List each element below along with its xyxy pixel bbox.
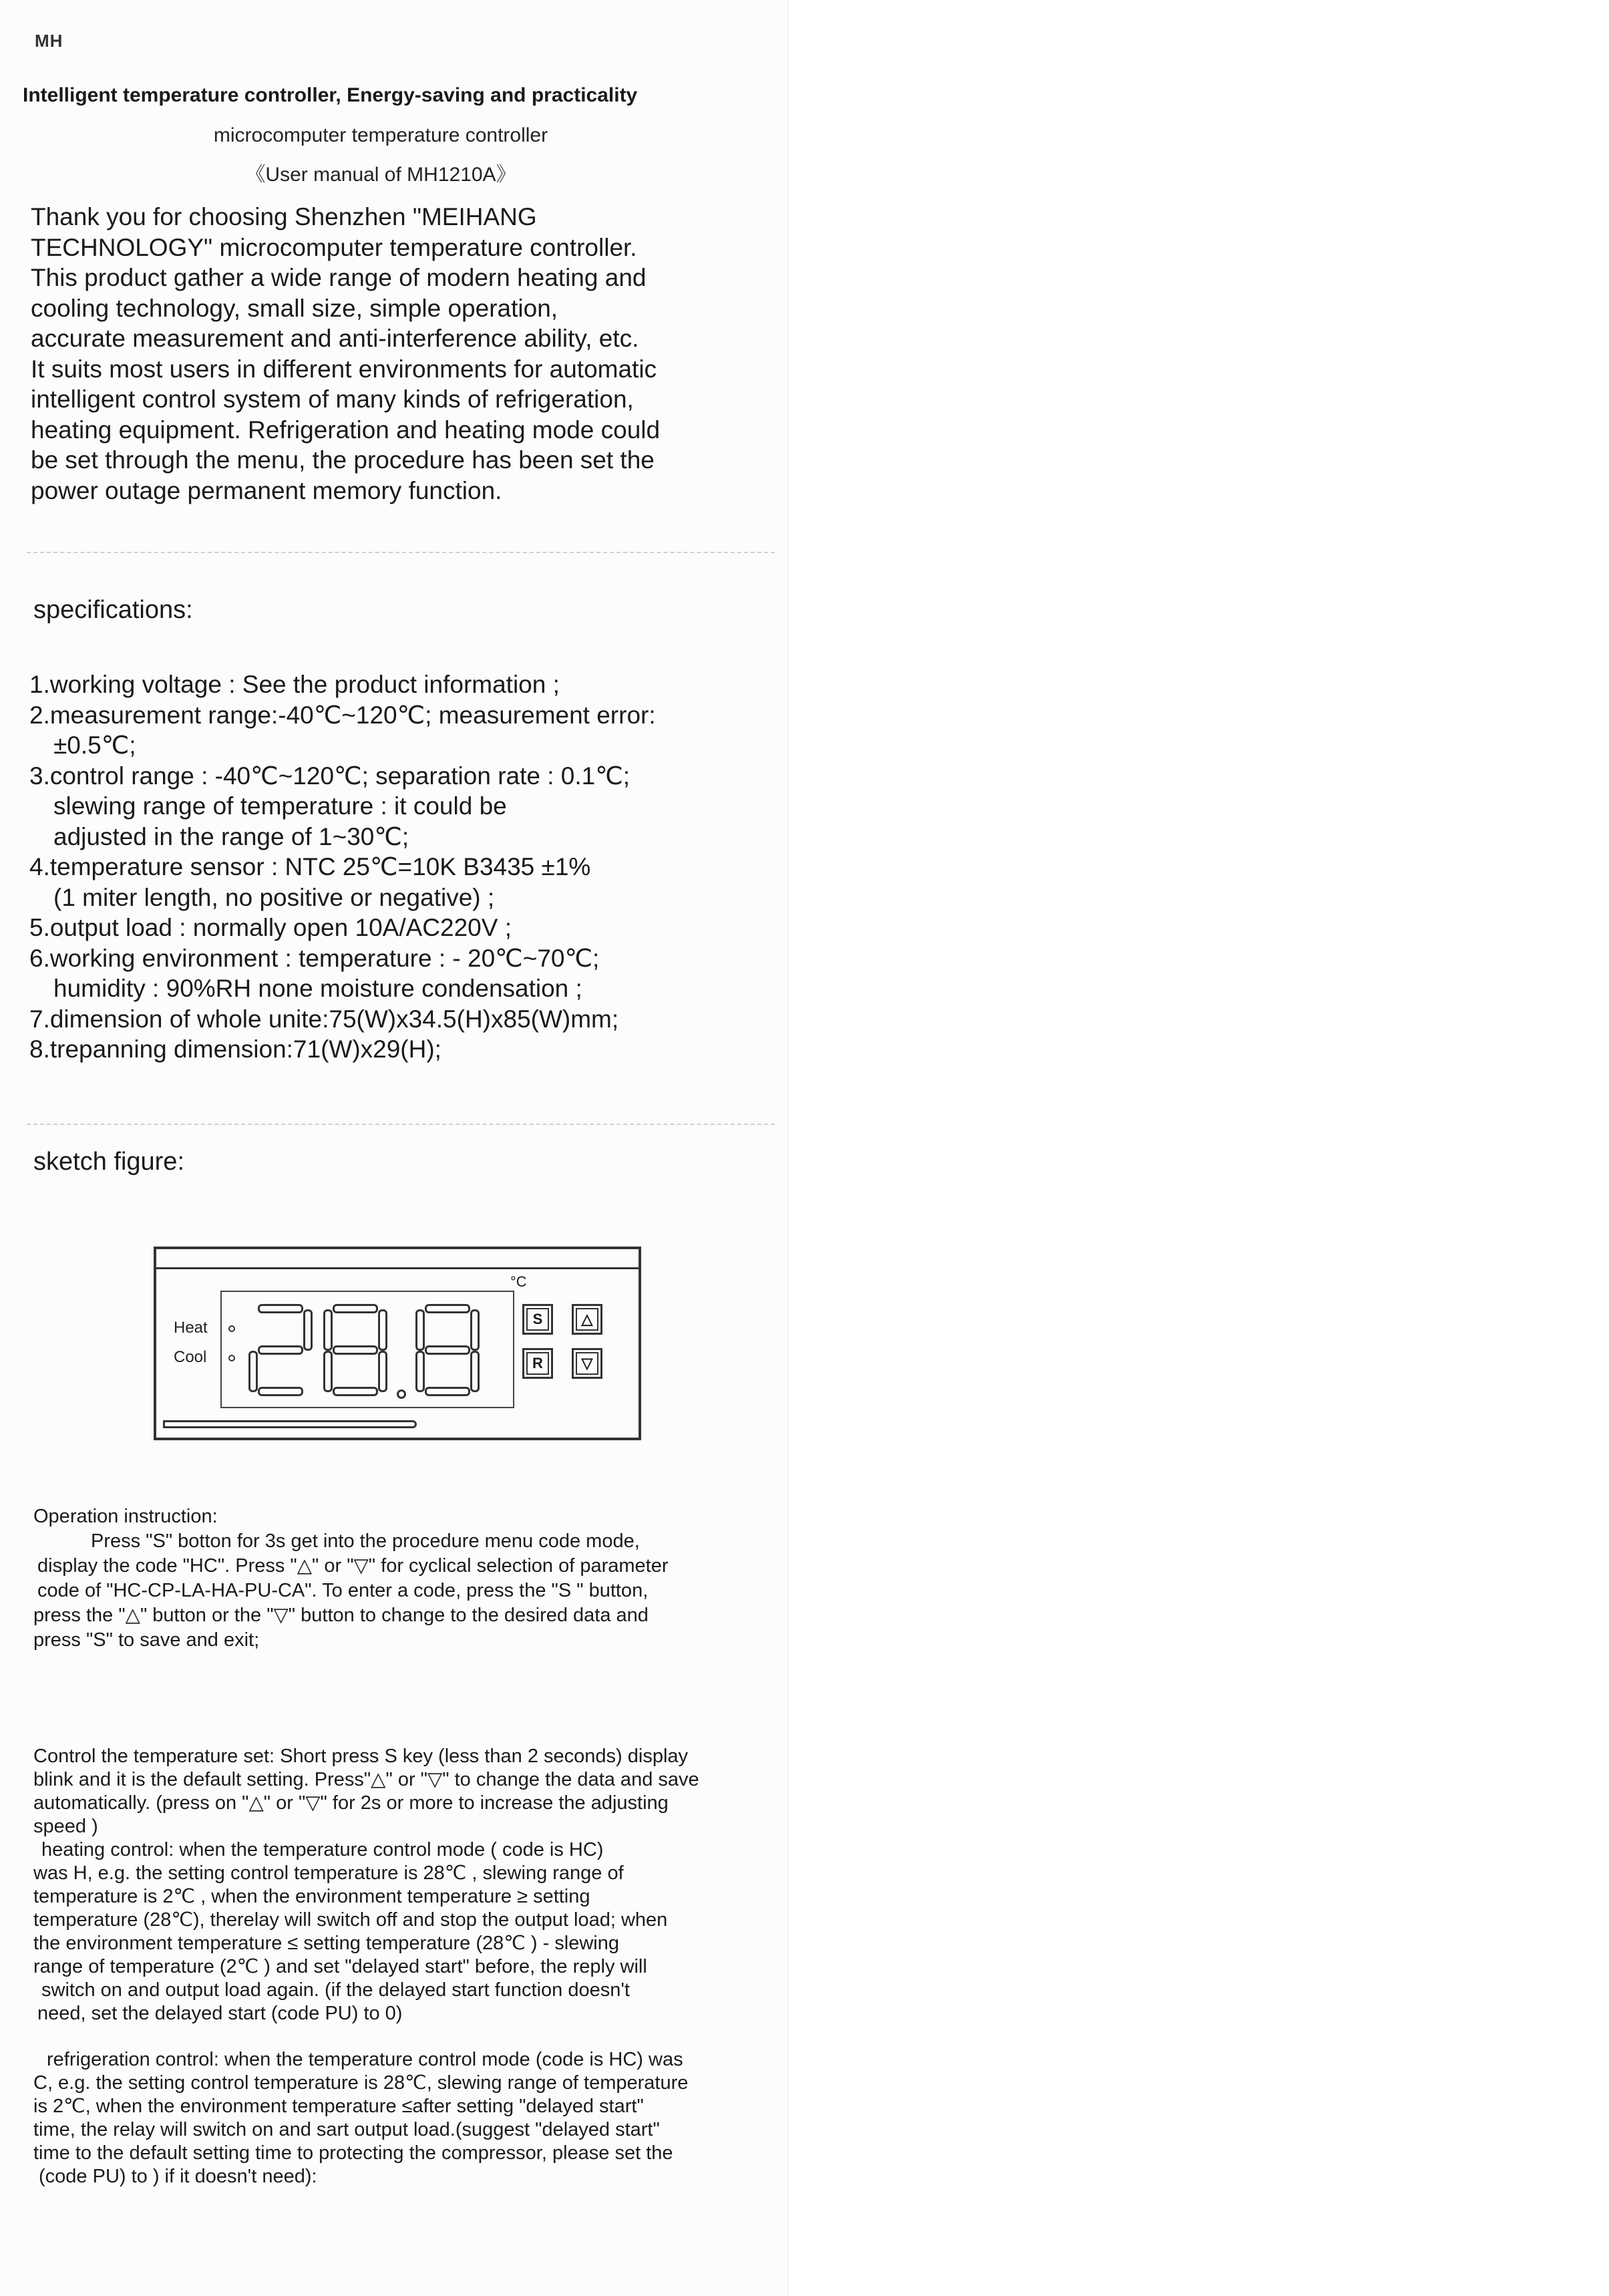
control-line: Control the temperature set: Short press S key (less than 2 seconds) display bbox=[33, 1746, 689, 1767]
segment-f bbox=[323, 1309, 333, 1351]
divider bbox=[27, 552, 775, 553]
intro-line: cooling technology, small size, simple operation, bbox=[31, 294, 558, 322]
cool-label: Cool bbox=[174, 1348, 207, 1366]
segment-d bbox=[333, 1387, 378, 1396]
intro-line: be set through the menu, the procedure has been set the bbox=[31, 446, 655, 474]
page-title: Intelligent temperature controller, Energy-saving and practicality bbox=[23, 84, 638, 106]
refrigeration-line: is 2℃, when the environment temperature ≤after setting "delayed start" bbox=[33, 2096, 644, 2117]
intro-line: It suits most users in different environments for automatic bbox=[31, 355, 657, 383]
spec-line: 5.output load : normally open 10A/AC220V ; bbox=[29, 914, 512, 941]
intro-paragraph bbox=[31, 202, 765, 506]
operation-line: press the "△" button or the "▽" button to change to the desired data and bbox=[33, 1605, 649, 1626]
heating-control-paragraph bbox=[33, 1838, 755, 2025]
segment-f bbox=[415, 1309, 425, 1351]
segment-c bbox=[378, 1351, 387, 1392]
spec-line: 8.trepanning dimension:71(W)x29(H); bbox=[29, 1035, 441, 1063]
manual-name: 《User manual of MH1210A》 bbox=[245, 164, 516, 186]
page-subtitle: microcomputer temperature controller bbox=[213, 124, 548, 146]
segment-g bbox=[425, 1345, 470, 1355]
brand-logo: MH bbox=[35, 31, 63, 51]
intro-line: Thank you for choosing Shenzhen "MEIHANG bbox=[31, 203, 537, 230]
control-line: speed ) bbox=[33, 1816, 98, 1837]
heating-line: temperature is 2℃ , when the environment temperature ≥ setting bbox=[33, 1886, 590, 1907]
manual-page bbox=[0, 0, 789, 2296]
intro-line: power outage permanent memory function. bbox=[31, 476, 502, 504]
spec-line: slewing range of temperature : it could be bbox=[53, 792, 507, 820]
heating-line: switch on and output load again. (if the delayed start function doesn't bbox=[41, 1979, 630, 2001]
segment-b bbox=[470, 1309, 480, 1351]
segment-g bbox=[258, 1345, 303, 1355]
heat-label: Heat bbox=[174, 1319, 208, 1337]
specifications-heading: specifications: bbox=[33, 596, 193, 624]
r-button[interactable] bbox=[522, 1348, 553, 1379]
control-set-paragraph bbox=[33, 1745, 755, 1838]
intro-line: heating equipment. Refrigeration and heating mode could bbox=[31, 416, 661, 444]
s-button-label: S bbox=[526, 1308, 549, 1331]
up-button[interactable] bbox=[572, 1304, 602, 1335]
celsius-unit: °C bbox=[510, 1273, 527, 1290]
decimal-point-icon bbox=[397, 1389, 406, 1399]
segment-b bbox=[303, 1309, 313, 1351]
heating-line: temperature (28℃), therelay will switch off and stop the output load; when bbox=[33, 1909, 668, 1931]
segment-a bbox=[258, 1304, 303, 1313]
down-button[interactable] bbox=[572, 1348, 602, 1379]
heating-line: the environment temperature ≤ setting temperature (28℃ ) - slewing bbox=[33, 1933, 619, 1954]
divider bbox=[27, 1124, 775, 1125]
controller-sketch bbox=[154, 1247, 641, 1440]
operation-heading: Operation instruction: bbox=[33, 1506, 218, 1527]
refrigeration-line: (code PU) to ) if it doesn't need): bbox=[39, 2166, 317, 2187]
segment-a bbox=[425, 1304, 470, 1313]
refrigeration-line: C, e.g. the setting control temperature is 28℃, slewing range of temperature bbox=[33, 2072, 689, 2094]
device-top-bar bbox=[156, 1249, 639, 1269]
refrigeration-line: refrigeration control: when the temperature control mode (code is HC) was bbox=[47, 2049, 683, 2070]
refrigeration-line: time to the default setting time to protecting the compressor, please set the bbox=[33, 2142, 673, 2164]
up-arrow-icon: △ bbox=[576, 1308, 598, 1331]
segment-e bbox=[248, 1351, 258, 1392]
spec-line: ±0.5℃; bbox=[53, 731, 136, 759]
segment-e bbox=[415, 1351, 425, 1392]
intro-line: This product gather a wide range of modern heating and bbox=[31, 264, 647, 291]
segment-g bbox=[333, 1345, 378, 1355]
spec-line: 6.working environment : temperature : - 20℃~70℃; bbox=[29, 944, 600, 972]
intro-line: accurate measurement and anti-interference ability, etc. bbox=[31, 325, 639, 352]
down-arrow-icon: ▽ bbox=[576, 1352, 598, 1375]
segment-c bbox=[470, 1351, 480, 1392]
spec-line: (1 miter length, no positive or negative) ; bbox=[53, 883, 495, 911]
spec-line: 2.measurement range:-40℃~120℃; measurement error: bbox=[29, 701, 656, 729]
refrigeration-line: time, the relay will switch on and sart output load.(suggest "delayed start" bbox=[33, 2119, 660, 2140]
segment-d bbox=[258, 1387, 303, 1396]
segment-a bbox=[333, 1304, 378, 1313]
control-line: blink and it is the default setting. Press"△" or "▽" to change the data and save bbox=[33, 1769, 699, 1790]
intro-line: TECHNOLOGY" microcomputer temperature controller. bbox=[31, 233, 637, 261]
device-bottom-bar bbox=[163, 1420, 417, 1428]
segment-d bbox=[425, 1387, 470, 1396]
spec-line: adjusted in the range of 1~30℃; bbox=[53, 822, 409, 850]
operation-instruction bbox=[33, 1504, 755, 1653]
segment-e bbox=[323, 1351, 333, 1392]
heating-line: was H, e.g. the setting control temperature is 28℃ , slewing range of bbox=[33, 1862, 624, 1884]
specifications-list bbox=[29, 669, 764, 1065]
intro-line: intelligent control system of many kinds of refrigeration, bbox=[31, 385, 634, 413]
operation-line: press "S" to save and exit; bbox=[33, 1629, 260, 1651]
spec-line: humidity : 90%RH none moisture condensation ; bbox=[53, 975, 582, 1002]
spec-line: 1.working voltage : See the product information ; bbox=[29, 671, 560, 698]
display-screen bbox=[220, 1291, 514, 1408]
heating-line: heating control: when the temperature control mode ( code is HC) bbox=[41, 1839, 604, 1860]
refrigeration-control-paragraph bbox=[33, 2048, 755, 2188]
spec-line: 3.control range : -40℃~120℃; separation rate : 0.1℃; bbox=[29, 762, 631, 790]
spec-line: 7.dimension of whole unite:75(W)x34.5(H)x85(W)mm; bbox=[29, 1005, 619, 1033]
s-button[interactable] bbox=[522, 1304, 553, 1335]
r-button-label: R bbox=[526, 1352, 549, 1375]
sketch-heading: sketch figure: bbox=[33, 1148, 184, 1176]
heating-line: range of temperature (2℃ ) and set "delayed start" before, the reply will bbox=[33, 1956, 647, 1977]
segment-b bbox=[378, 1309, 387, 1351]
heating-line: need, set the delayed start (code PU) to 0) bbox=[37, 2003, 403, 2024]
operation-line: code of "HC-CP-LA-HA-PU-CA". To enter a code, press the "S " button, bbox=[37, 1580, 649, 1601]
operation-line: Press "S" botton for 3s get into the procedure menu code mode, bbox=[91, 1530, 640, 1552]
spec-line: 4.temperature sensor : NTC 25℃=10K B3435 ±1% bbox=[29, 853, 591, 880]
control-line: automatically. (press on "△" or "▽" for 2s or more to increase the adjusting bbox=[33, 1792, 669, 1814]
operation-line: display the code "HC". Press "△" or "▽" for cyclical selection of parameter bbox=[37, 1555, 669, 1577]
